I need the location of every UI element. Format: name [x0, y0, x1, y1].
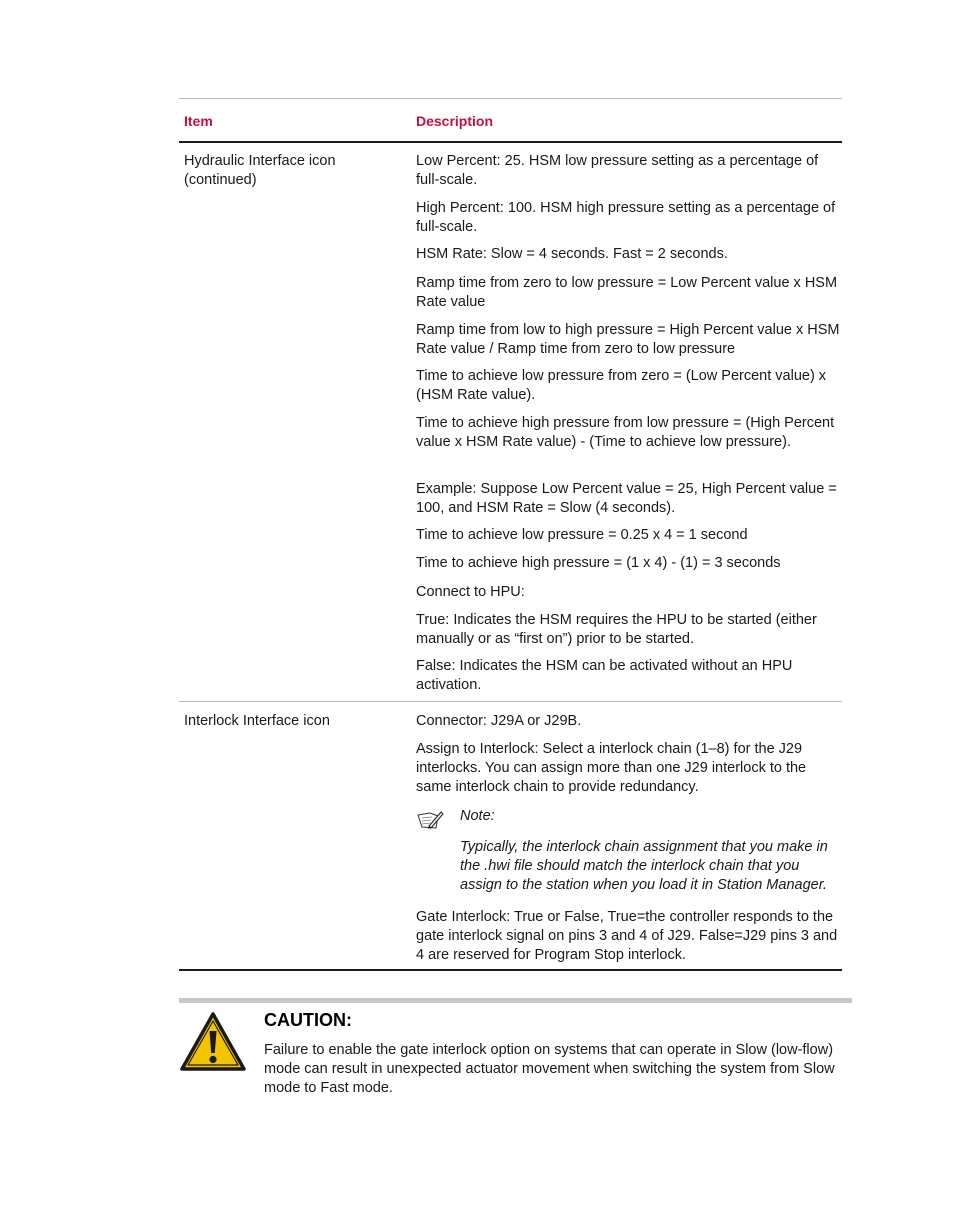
table-top-rule — [179, 98, 842, 99]
desc-paragraph: Low Percent: 25. HSM low pressure setting as a percentage of full-scale. — [416, 153, 819, 188]
desc-paragraph: Ramp time from zero to low pressure = Low Percent value x HSM Rate value — [416, 275, 838, 310]
row-divider — [179, 701, 842, 702]
desc-paragraph: Time to achieve low pressure from zero = (Low Percent value) x (HSM Rate value). — [416, 368, 827, 403]
desc-paragraph: Ramp time from low to high pressure = High Percent value x HSM Rate value / Ramp time from zero to low pressure — [416, 322, 840, 357]
desc-paragraph: True: Indicates the HSM requires the HPU to be started (either manually or as “first on”) prior to be started. — [416, 612, 817, 647]
desc-paragraph: Time to achieve low pressure = 0.25 x 4 = 1 second — [416, 527, 748, 543]
warning-triangle-icon — [179, 1011, 247, 1073]
desc-paragraph: Time to achieve high pressure = (1 x 4) - (1) = 3 seconds — [416, 555, 781, 571]
desc-paragraph: Connect to HPU: — [416, 584, 525, 600]
desc-paragraph: Gate Interlock: True or False, True=the controller responds to the gate interlock signal on pins 3 and 4 of J29. False=J29 pins 3 and 4 are reserved for Program Stop interlock. — [416, 909, 838, 963]
header-item: Item — [184, 113, 213, 129]
table-bottom-rule — [179, 969, 842, 971]
desc-paragraph: HSM Rate: Slow = 4 seconds. Fast = 2 seconds. — [416, 246, 728, 262]
desc-paragraph: False: Indicates the HSM can be activated without an HPU activation. — [416, 658, 793, 693]
header-description: Description — [416, 113, 494, 129]
row-item-hydraulic: Hydraulic Interface icon (continued) — [184, 153, 336, 188]
note-pencil-icon — [416, 810, 444, 830]
desc-paragraph: High Percent: 100. HSM high pressure setting as a percentage of full-scale. — [416, 200, 836, 235]
desc-paragraph: Time to achieve high pressure from low pressure = (High Percent value x HSM Rate value) - (Time to achieve low pressure). — [416, 415, 835, 450]
caution-title: CAUTION: — [264, 1010, 352, 1030]
desc-paragraph: Example: Suppose Low Percent value = 25, High Percent value = 100, and HSM Rate = Slow (4 seconds). — [416, 481, 837, 516]
caution-text: Failure to enable the gate interlock option on systems that can operate in Slow (low-flow) mode can result in unexpected actuator movement when switching the system from Slow mode to Fast mode. — [264, 1042, 835, 1096]
note-label: Note: — [460, 808, 495, 824]
row-item-interlock: Interlock Interface icon — [184, 713, 330, 729]
header-rule — [179, 141, 842, 143]
desc-paragraph: Assign to Interlock: Select a interlock chain (1–8) for the J29 interlocks. You can assign more than one J29 interlock to the same interlock chain to provide redundancy. — [416, 741, 807, 795]
desc-paragraph: Connector: J29A or J29B. — [416, 713, 582, 729]
caution-top-rule — [179, 998, 852, 1003]
note-text: Typically, the interlock chain assignment that you make in the .hwi file should match the interlock chain that you assign to the station when you load it in Station Manager. — [460, 839, 828, 893]
